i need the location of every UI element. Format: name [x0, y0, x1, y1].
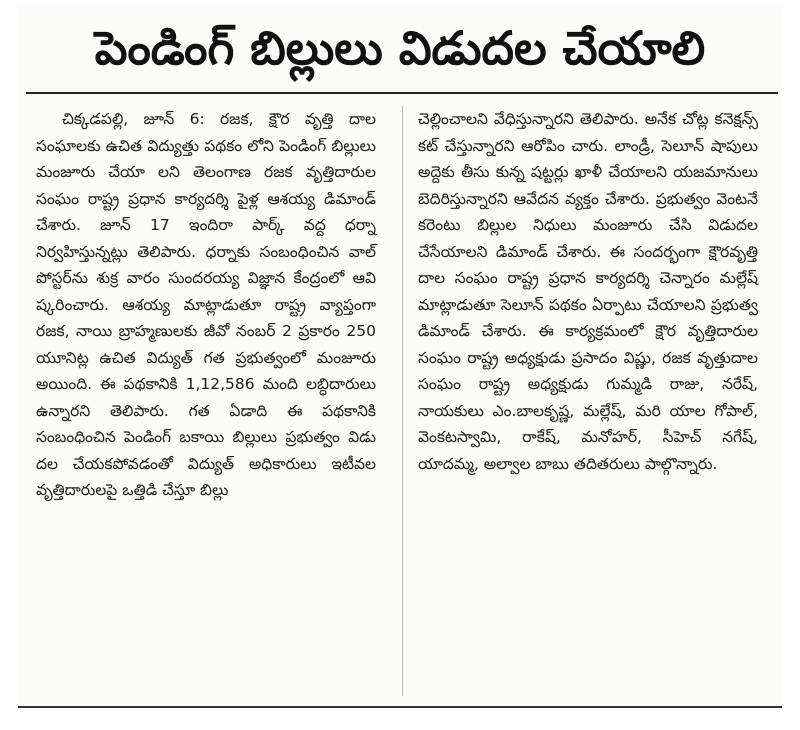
column-divider: [402, 106, 403, 696]
news-clipping: [18, 6, 782, 708]
article-body-left: చిక్కడపల్లి, జూన్ 6: రజక, క్షౌర వృత్తి దాల సంఘాలకు ఉచిత విద్యుత్తు పథకం లోని పెండింగ్ బిల్లులు మంజూరు చేయా లని తెలంగాణ రజక వృత్తిదారుల సంఘం రాష్ట్ర ప్రధాన కార్యదర్శి పైళ్ల ఆశయ్య డిమాండ్ చేశారు. జూన్ 17 ఇందిరా పార్క్ వద్ద ధర్నా నిర్వహిస్తున్నట్లు తెలిపారు. ధర్నాకు సంబంధించిన వాల్ పోస్టర్‌ను శుక్ర వారం సుందరయ్య విజ్ఞాన కేంద్రంలో ఆవి ష్కరించారు. ఆశయ్య మాట్లాడుతూ రాష్ట్ర వ్యాప్తంగా రజక, నాయి బ్రాహ్మణులకు జీవో నంబర్ 2 ప్రకారం 250 యూనిట్ల ఉచిత విద్యుత్ గత ప్రభుత్వంలో మంజూరు అయింది. ఈ పథకానికి 1,12,586 మంది లబ్ధిదారులు ఉన్నారని తెలిపారు. గత ఏడాది ఈ పథకానికి సంబంధించిన పెండింగ్ బకాయి బిల్లులు ప్రభుత్వం విడు దల చేయకపోవడంతో విద్యుత్ అధికారులు ఇటీవల వృత్తిదారులపై ఒత్తిడి చేస్తూ బిల్లు: [36, 110, 376, 499]
article-column-right: [418, 106, 758, 477]
article-headline: పెండింగ్ బిల్లులు విడుదల చేయాలి: [94, 21, 706, 75]
article-column-left: [36, 106, 376, 504]
headline-rule: [26, 92, 778, 94]
article-body-right: చెల్లించాలని వేధిస్తున్నారని తెలిపారు. అనేక చోట్ల కనెక్షన్స్ కట్ చేస్తున్నారని ఆరోపిం చారు. లాండ్రీ, సెలూన్ షాపులు అద్దెకు తీసు కున్న షట్టర్లు ఖాళీ చేయాలని యజమానులు బెదిరిస్తున్నారని ఆవేదన వ్యక్తం చేశారు. ప్రభుత్వం వెంటనే కరెంటు బిల్లుల నిధులు మంజూరు చేసి విడుదల చేసేయాలని డిమాండ్ చేశారు. ఈ సందర్భంగా క్షౌరవృత్తి దాల సంఘం రాష్ట్ర ప్రధాన కార్యదర్శి చెన్నారం మల్లేష్ మాట్లాడుతూ సెలూన్ పథకం ఏర్పాటు చేయాలని ప్రభుత్వ డిమాండ్ చేశారు. ఈ కార్యక్రమంలో క్షౌర వృత్తిదారుల సంఘం రాష్ట్ర అధ్యక్షుడు ప్రసాదం విష్ణు, రజక వృత్తుదాల సంఘం రాష్ట్ర అధ్యక్షుడు గుమ్మడి రాజు, నరేష్, నాయకులు ఎం.బాలకృష్ణ, మల్లేష్, మరి యాల గోపాల్, వెంకటస్వామి, రాకేష్, మనోహర్, సీహెచ్ నగేష్, యాదమ్మ, అల్వాల బాబు తదితరులు పాల్గొన్నారు.: [418, 110, 758, 473]
